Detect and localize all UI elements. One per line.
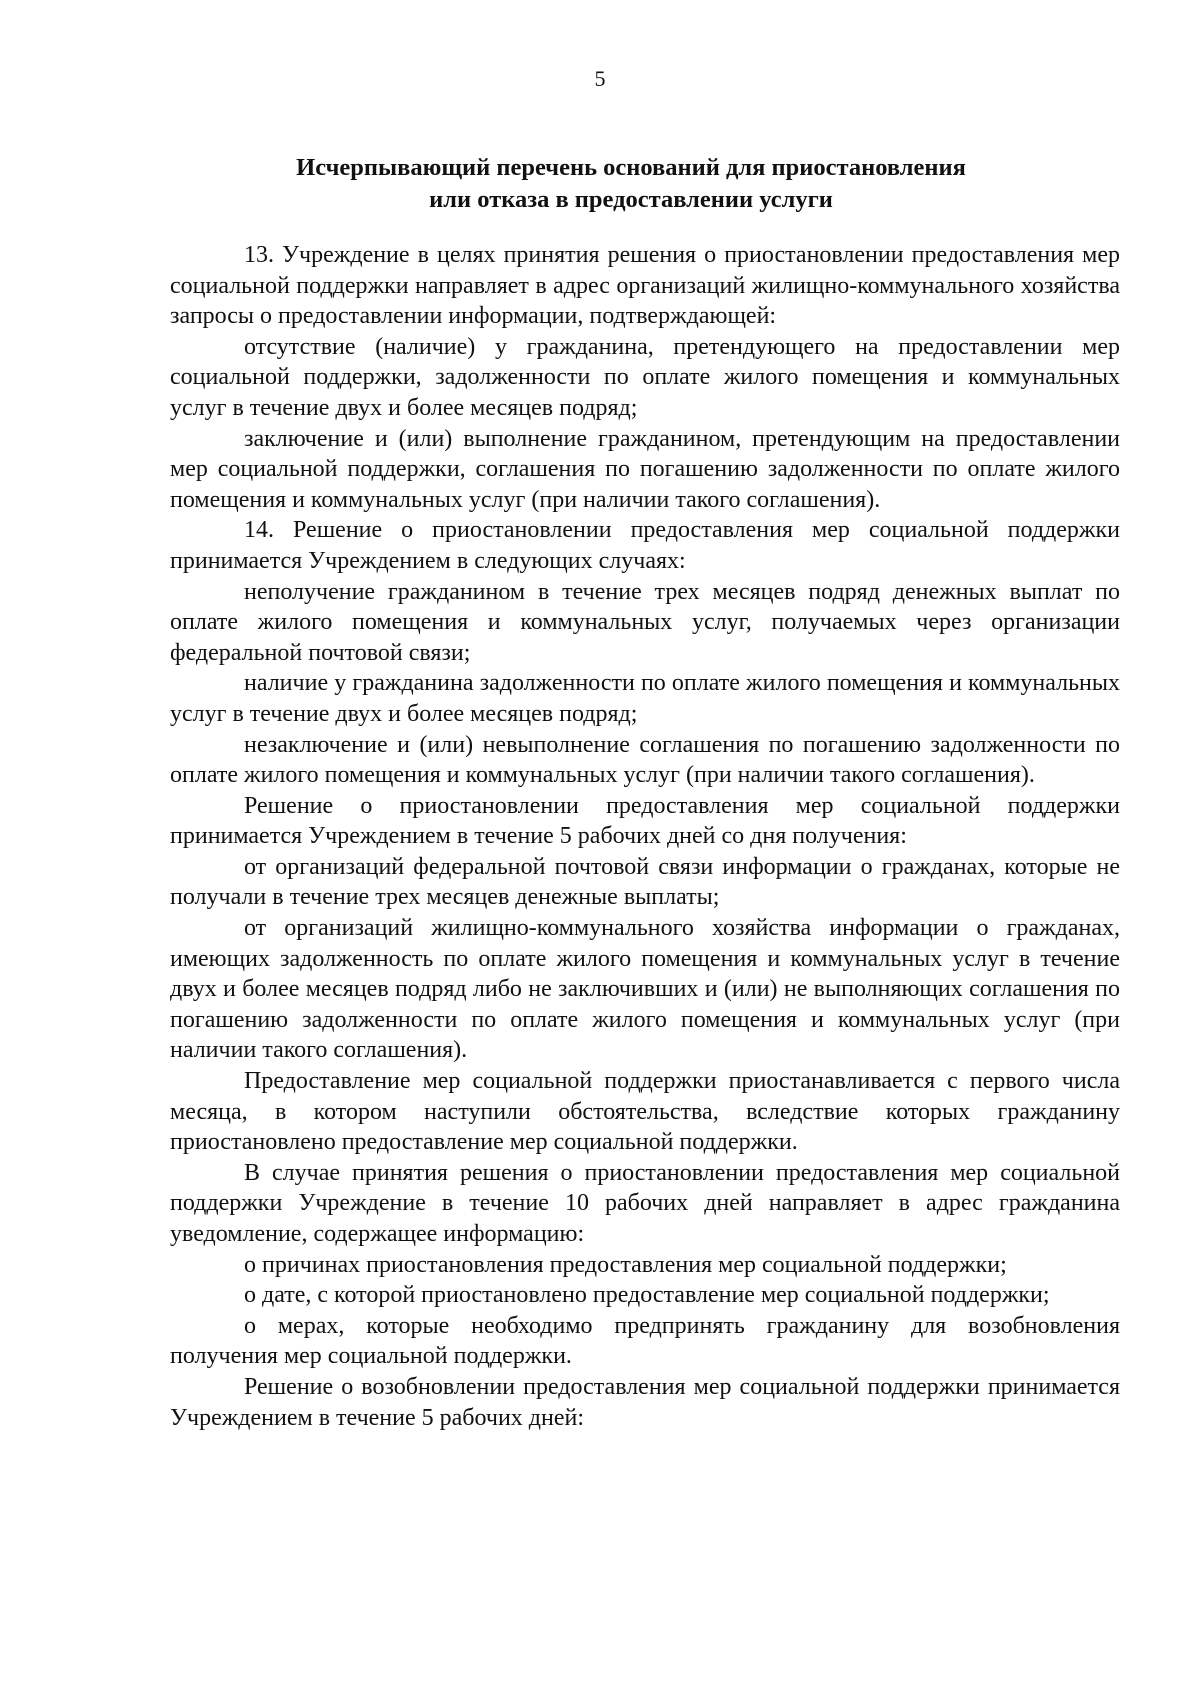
paragraph: незаключение и (или) невыполнение соглашения по погашению задолженности по оплате жилого помещения и коммунальных услуг (при наличии такого соглашения). [170, 731, 1120, 789]
paragraph: заключение и (или) выполнение гражданином, претендующим на предоставлении мер социальной поддержки, соглашения по погашению задолженности по оплате жилого помещения и коммунальных услуг (при наличии такого соглашения). [170, 425, 1120, 513]
paragraph: о дате, с которой приостановлено предоставление мер социальной поддержки; [244, 1282, 1050, 1309]
paragraph: Предоставление мер социальной поддержки приостанавливается с первого числа месяца, в котором наступили обстоятельства, вследствие которых гражданину приостановлено предоставление мер социальной поддержки. [170, 1068, 1120, 1156]
section-heading [170, 152, 1092, 216]
paragraph: о мерах, которые необходимо предпринять гражданину для возобновления получения мер социальной поддержки. [170, 1312, 1120, 1370]
paragraph: Решение о приостановлении предоставления мер социальной поддержки принимается Учреждением в течение 5 рабочих дней со дня получения: [170, 792, 1120, 850]
document-body [170, 240, 1120, 1433]
paragraph: от организаций федеральной почтовой связи информации о гражданах, которые не получали в течение трех месяцев денежные выплаты; [170, 853, 1120, 911]
heading-line-1: Исчерпывающий перечень оснований для приостановления [296, 154, 966, 181]
paragraph: В случае принятия решения о приостановлении предоставления мер социальной поддержки Учреждение в течение 10 рабочих дней направляет в адрес гражданина уведомление, содержащее информацию: [170, 1159, 1120, 1247]
paragraph: 13. Учреждение в целях принятия решения о приостановлении предоставления мер социальной поддержки направляет в адрес организаций жилищно-коммунального хозяйства запросы о предоставлении информации, подтверждающей: [170, 242, 1120, 330]
paragraph: Решение о возобновлении предоставления мер социальной поддержки принимается Учреждением в течение 5 рабочих дней: [170, 1373, 1120, 1431]
paragraph: наличие у гражданина задолженности по оплате жилого помещения и коммунальных услуг в течение двух и более месяцев подряд; [170, 670, 1120, 727]
paragraph: о причинах приостановления предоставления мер социальной поддержки; [244, 1251, 1007, 1278]
heading-line-2: или отказа в предоставлении услуги [429, 186, 833, 213]
paragraph: 14. Решение о приостановлении предоставления мер социальной поддержки принимается Учреждением в следующих случаях: [170, 517, 1120, 574]
paragraph: от организаций жилищно-коммунального хозяйства информации о гражданах, имеющих задолженность по оплате жилого помещения и коммунальных услуг в течение двух и более месяцев подряд либо не заключивших и (или) не выполняющих соглашения по погашению задолженности по оплате жилого помещения и коммунальных услуг (при наличии такого соглашения). [170, 915, 1120, 1064]
paragraph: отсутствие (наличие) у гражданина, претендующего на предоставлении мер социальной поддержки, задолженности по оплате жилого помещения и коммунальных услуг в течение двух и более месяцев подряд; [170, 333, 1120, 421]
page-number: 5 [594, 66, 606, 91]
paragraph: неполучение гражданином в течение трех месяцев подряд денежных выплат по оплате жилого помещения и коммунальных услуг, получаемых через организации федеральной почтовой связи; [170, 578, 1120, 666]
